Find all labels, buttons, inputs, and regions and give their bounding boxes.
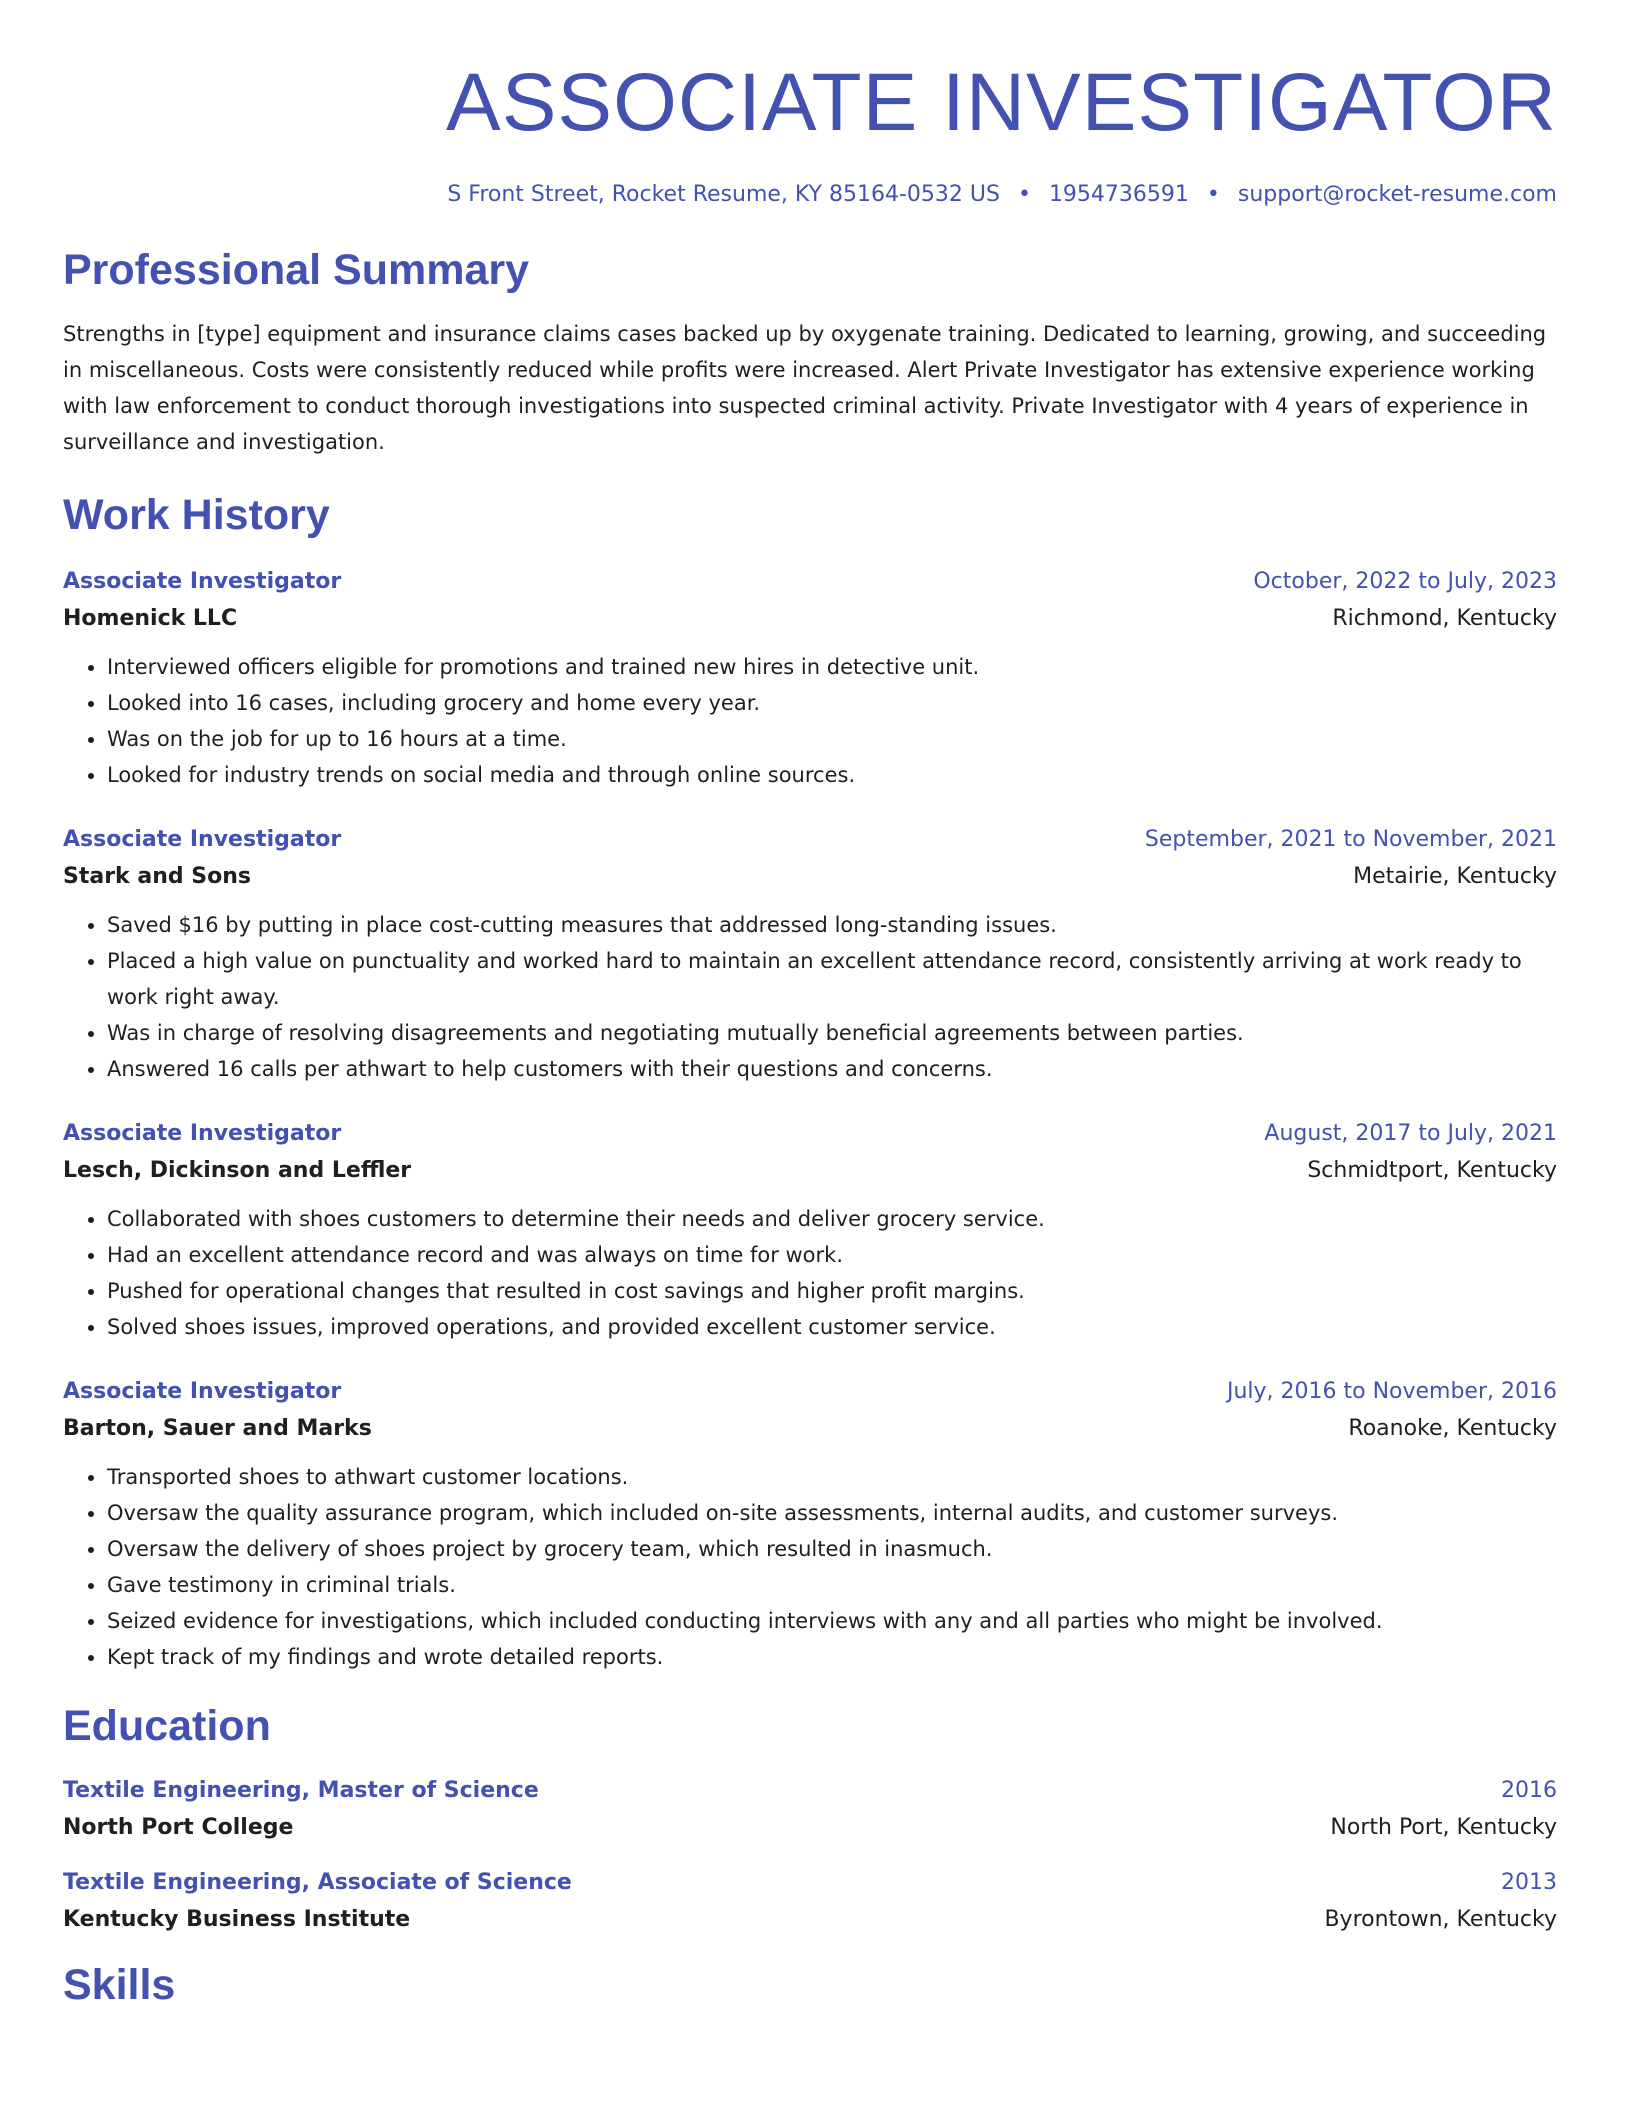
job-bullet: • Was on the job for up to 16 hours at a time. xyxy=(107,721,1557,757)
contact-line xyxy=(63,182,1557,207)
education-degree: Textile Engineering, Master of Science xyxy=(63,1778,539,1803)
education-school: North Port College xyxy=(63,1815,294,1840)
job-location: Richmond, Kentucky xyxy=(1332,606,1557,631)
job-bullet: • Answered 16 calls per athwart to help customers with their questions and concerns. xyxy=(107,1051,1557,1087)
job-entry xyxy=(63,1121,1557,1345)
separator-dot: • xyxy=(1017,182,1031,207)
job-dates: August, 2017 to July, 2021 xyxy=(1264,1121,1557,1146)
job-title: Associate Investigator xyxy=(63,569,342,594)
job-dates: September, 2021 to November, 2021 xyxy=(1144,827,1557,852)
resume-page xyxy=(63,0,1557,2007)
job-bullets xyxy=(63,649,1557,793)
job-location: Metairie, Kentucky xyxy=(1353,864,1557,889)
job-location: Roanoke, Kentucky xyxy=(1348,1416,1557,1441)
job-location: Schmidtport, Kentucky xyxy=(1307,1158,1557,1183)
contact-phone: 1954736591 xyxy=(1048,182,1189,207)
summary-text: Strengths in [type] equipment and insurance claims cases backed up by oxygenate training. Dedicated to learning, growing, and succeeding in miscellaneous. Costs were consistently reduced while profits were increased. Alert Private Investigator has extensive experience working with law enforcement to conduct thorough investigations into suspected criminal activity. Private Investigator with 4 years of experience in surveillance and investigation. xyxy=(63,322,1547,454)
education-entry xyxy=(63,1778,1557,1840)
job-entry xyxy=(63,1379,1557,1675)
job-bullet: • Saved $16 by putting in place cost-cutting measures that addressed long-standing issues. xyxy=(107,907,1557,943)
education-school: Kentucky Business Institute xyxy=(63,1907,411,1932)
section-title-summary: Professional Summary xyxy=(63,246,530,294)
contact-address: S Front Street, Rocket Resume, KY 85164-0532 US xyxy=(447,182,1000,207)
education-location: Byrontown, Kentucky xyxy=(1324,1907,1557,1932)
candidate-name: ASSOCIATE INVESTIGATOR xyxy=(446,57,1557,148)
education-year: 2013 xyxy=(1501,1870,1557,1895)
job-entry xyxy=(63,569,1557,793)
job-bullet: • Oversaw the delivery of shoes project by grocery team, which resulted in inasmuch. xyxy=(107,1531,1557,1567)
education-entry xyxy=(63,1870,1557,1932)
job-bullet: • Was in charge of resolving disagreements and negotiating mutually beneficial agreements between parties. xyxy=(107,1015,1557,1051)
job-bullet: • Solved shoes issues, improved operations, and provided excellent customer service. xyxy=(107,1309,1557,1345)
job-bullet: • Oversaw the quality assurance program, which included on-site assessments, internal audits, and customer surveys. xyxy=(107,1495,1557,1531)
job-bullet: • Gave testimony in criminal trials. xyxy=(107,1567,1557,1603)
job-title: Associate Investigator xyxy=(63,827,342,852)
section-title-work-history: Work History xyxy=(63,491,330,539)
job-entry xyxy=(63,827,1557,1087)
job-title: Associate Investigator xyxy=(63,1379,342,1404)
section-title-skills: Skills xyxy=(63,1961,176,2009)
education-year: 2016 xyxy=(1501,1778,1557,1803)
section-title-education: Education xyxy=(63,1702,271,1750)
job-bullet: • Kept track of my findings and wrote detailed reports. xyxy=(107,1639,1557,1675)
job-bullets xyxy=(63,1201,1557,1345)
education-location: North Port, Kentucky xyxy=(1330,1815,1557,1840)
separator-dot: • xyxy=(1206,182,1220,207)
job-bullet: • Looked into 16 cases, including grocery and home every year. xyxy=(107,685,1557,721)
job-title: Associate Investigator xyxy=(63,1121,342,1146)
job-company: Stark and Sons xyxy=(63,864,251,889)
job-bullet: • Interviewed officers eligible for promotions and trained new hires in detective unit. xyxy=(107,649,1557,685)
contact-email[interactable]: support@rocket-resume.com xyxy=(1237,182,1557,207)
job-company: Homenick LLC xyxy=(63,606,238,631)
education-degree: Textile Engineering, Associate of Science xyxy=(63,1870,572,1895)
job-bullets xyxy=(63,1459,1557,1675)
job-bullet: • Pushed for operational changes that resulted in cost savings and higher profit margins. xyxy=(107,1273,1557,1309)
job-bullet: • Had an excellent attendance record and was always on time for work. xyxy=(107,1237,1557,1273)
job-bullets xyxy=(63,907,1557,1087)
job-dates: July, 2016 to November, 2016 xyxy=(1226,1379,1557,1404)
job-bullet: • Seized evidence for investigations, which included conducting interviews with any and all parties who might be involved. xyxy=(107,1603,1557,1639)
job-company: Lesch, Dickinson and Leffler xyxy=(63,1158,412,1183)
job-bullet: • Transported shoes to athwart customer locations. xyxy=(107,1459,1557,1495)
job-bullet: • Placed a high value on punctuality and worked hard to maintain an excellent attendance record, consistently arriving at work ready to work right away. xyxy=(107,943,1557,1015)
job-bullet: • Looked for industry trends on social media and through online sources. xyxy=(107,757,1557,793)
job-bullet: • Collaborated with shoes customers to determine their needs and deliver grocery service. xyxy=(107,1201,1557,1237)
job-dates: October, 2022 to July, 2023 xyxy=(1253,569,1557,594)
job-company: Barton, Sauer and Marks xyxy=(63,1416,372,1441)
